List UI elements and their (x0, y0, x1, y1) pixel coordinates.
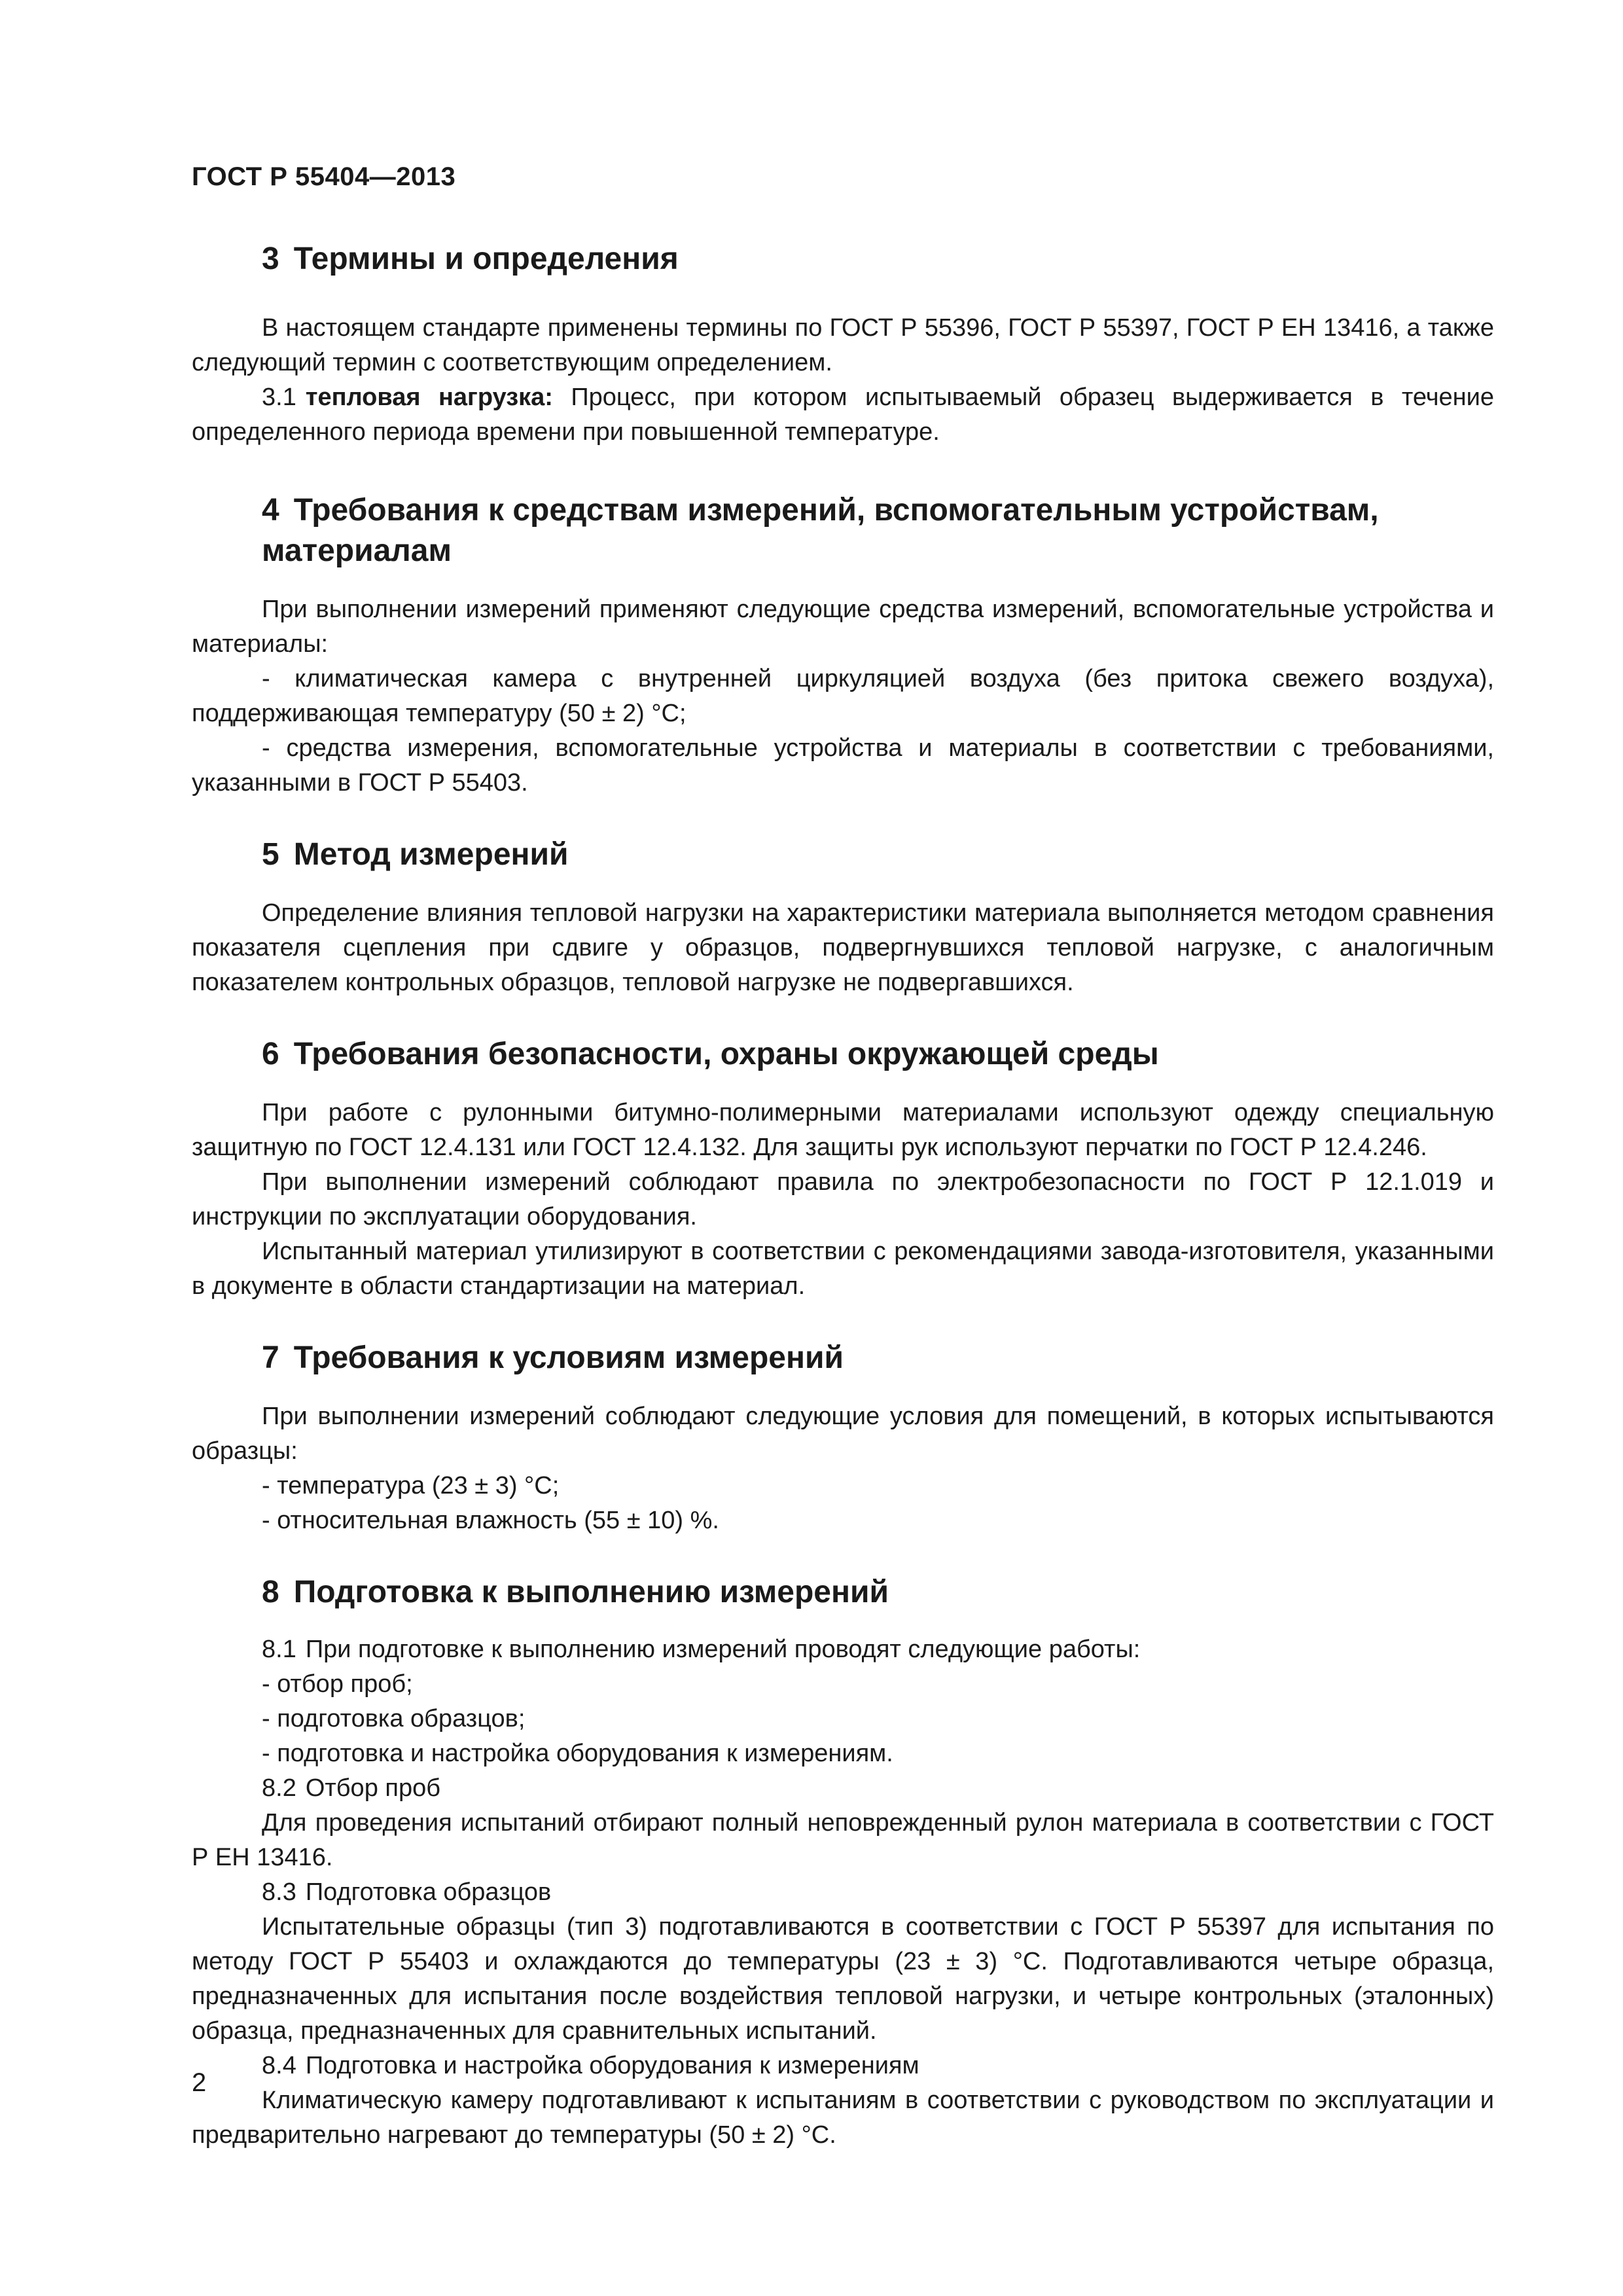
section-3-paragraph: В настоящем стандарте применены термины по ГОСТ Р 55396, ГОСТ Р 55397, ГОСТ Р ЕН 13416, а также следующий термин с соответствующим определением. (192, 314, 1494, 376)
section-3-number: 3 (262, 242, 279, 276)
section-5-heading (192, 834, 1494, 875)
subsection-text: При подготовке к выполнению измерений проводят следующие работы: (305, 1636, 1141, 1663)
section-5-number: 5 (262, 837, 279, 872)
section-3-heading (192, 239, 1494, 279)
section-8-heading (192, 1572, 1494, 1613)
subsection-8-2-paragraph: Для проведения испытаний отбирают полный неповрежденный рулон материала в соответствии с ГОСТ Р ЕН 13416. (192, 1809, 1494, 1871)
subsection-8-2 (192, 1771, 1494, 1806)
section-4-paragraph: При выполнении измерений применяют следующие средства измерений, вспомогательные устройства и материалы: (192, 596, 1494, 658)
section-3-title: Термины и определения (293, 242, 679, 276)
section-8-title: Подготовка к выполнению измерений (293, 1575, 889, 1609)
section-7-number: 7 (262, 1340, 279, 1375)
subsection-8-3 (192, 1875, 1494, 1910)
section-6-paragraph-1: При работе с рулонными битумно-полимерными материалами используют одежду специальную защитную по ГОСТ 12.4.131 или ГОСТ 12.4.132. Для защиты рук используют перчатки по ГОСТ Р 12.4.246. (192, 1099, 1494, 1161)
subsection-8-4 (192, 2049, 1494, 2083)
list-item: - подготовка и настройка оборудования к измерениям. (262, 1740, 893, 1767)
section-5-paragraph: Определение влияния тепловой нагрузки на характеристики материала выполняется методом сравнения показателя сцепления при сдвиге у образцов, подвергнувшихся тепловой нагрузке, с аналогичным показателем контрольных образцов, тепловой нагрузке не подвергавшихся. (192, 899, 1494, 996)
list-item: - климатическая камера с внутренней циркуляцией воздуха (без притока свежего воздуха), поддерживающая температуру (50 ± 2) °С; (192, 665, 1494, 727)
term-number: 3.1 (262, 384, 296, 411)
subsection-8-4-paragraph: Климатическую камеру подготавливают к испытаниям в соответствии с руководством по эксплуатации и предварительно нагревают до температуры (50 ± 2) °С. (192, 2087, 1494, 2149)
section-6-paragraph-2: При выполнении измерений соблюдают правила по электробезопасности по ГОСТ Р 12.1.019 и инструкции по эксплуатации оборудования. (192, 1168, 1494, 1230)
section-6-title: Требования безопасности, охраны окружающей среды (293, 1037, 1159, 1071)
subsection-8-1 (192, 1632, 1494, 1667)
subsection-8-3-paragraph: Испытательные образцы (тип 3) подготавливаются в соответствии с ГОСТ Р 55397 для испытания по методу ГОСТ Р 55403 и охлаждаются до температуры (23 ± 3) °С. Подготавливаются четыре образца, предназначенных для испытания после воздействия тепловой нагрузки, и четыре контрольных (эталонных) образца, предназначенных для сравнительных испытаний. (192, 1913, 1494, 2045)
section-4-title-line1: Требования к средствам измерений, вспомогательным устройствам, (293, 493, 1379, 528)
section-4-number: 4 (262, 493, 279, 528)
section-4-title-line2: материалам (262, 533, 452, 568)
section-5-title: Метод измерений (293, 837, 569, 872)
list-item: - относительная влажность (55 ± 10) %. (262, 1507, 719, 1534)
list-item: - отбор проб; (262, 1670, 413, 1698)
section-4-heading (192, 490, 1494, 571)
page-number: 2 (192, 2068, 207, 2097)
subsection-number: 8.3 (262, 1878, 296, 1906)
subsection-number: 8.4 (262, 2052, 296, 2079)
section-6-heading (192, 1034, 1494, 1075)
term-definition-text: Процесс, при котором испытываемый образец выдерживается в течение определенного периода времени при повышенной температуре. (192, 384, 1494, 446)
section-7-title: Требования к условиям измерений (293, 1340, 844, 1375)
section-6-number: 6 (262, 1037, 279, 1071)
subsection-text: Отбор проб (305, 1774, 440, 1802)
section-8-number: 8 (262, 1575, 279, 1609)
term-definition-3-1 (192, 380, 1494, 450)
list-item: - средства измерения, вспомогательные устройства и материалы в соответствии с требованиями, указанными в ГОСТ Р 55403. (192, 734, 1494, 797)
document-code-header: ГОСТ Р 55404—2013 (192, 162, 456, 191)
term-name: тепловая нагрузка: (305, 384, 553, 411)
section-7-paragraph: При выполнении измерений соблюдают следующие условия для помещений, в которых испытываются образцы: (192, 1403, 1494, 1465)
document-body (192, 239, 1494, 2153)
list-item: - температура (23 ± 3) °С; (262, 1472, 560, 1499)
section-6-paragraph-3: Испытанный материал утилизируют в соответствии с рекомендациями завода-изготовителя, указанными в документе в области стандартизации на материал. (192, 1238, 1494, 1300)
subsection-number: 8.1 (262, 1636, 296, 1663)
subsection-text: Подготовка образцов (305, 1878, 552, 1906)
subsection-number: 8.2 (262, 1774, 296, 1802)
list-item: - подготовка образцов; (262, 1705, 526, 1732)
subsection-text: Подготовка и настройка оборудования к измерениям (305, 2052, 919, 2079)
section-7-heading (192, 1338, 1494, 1378)
